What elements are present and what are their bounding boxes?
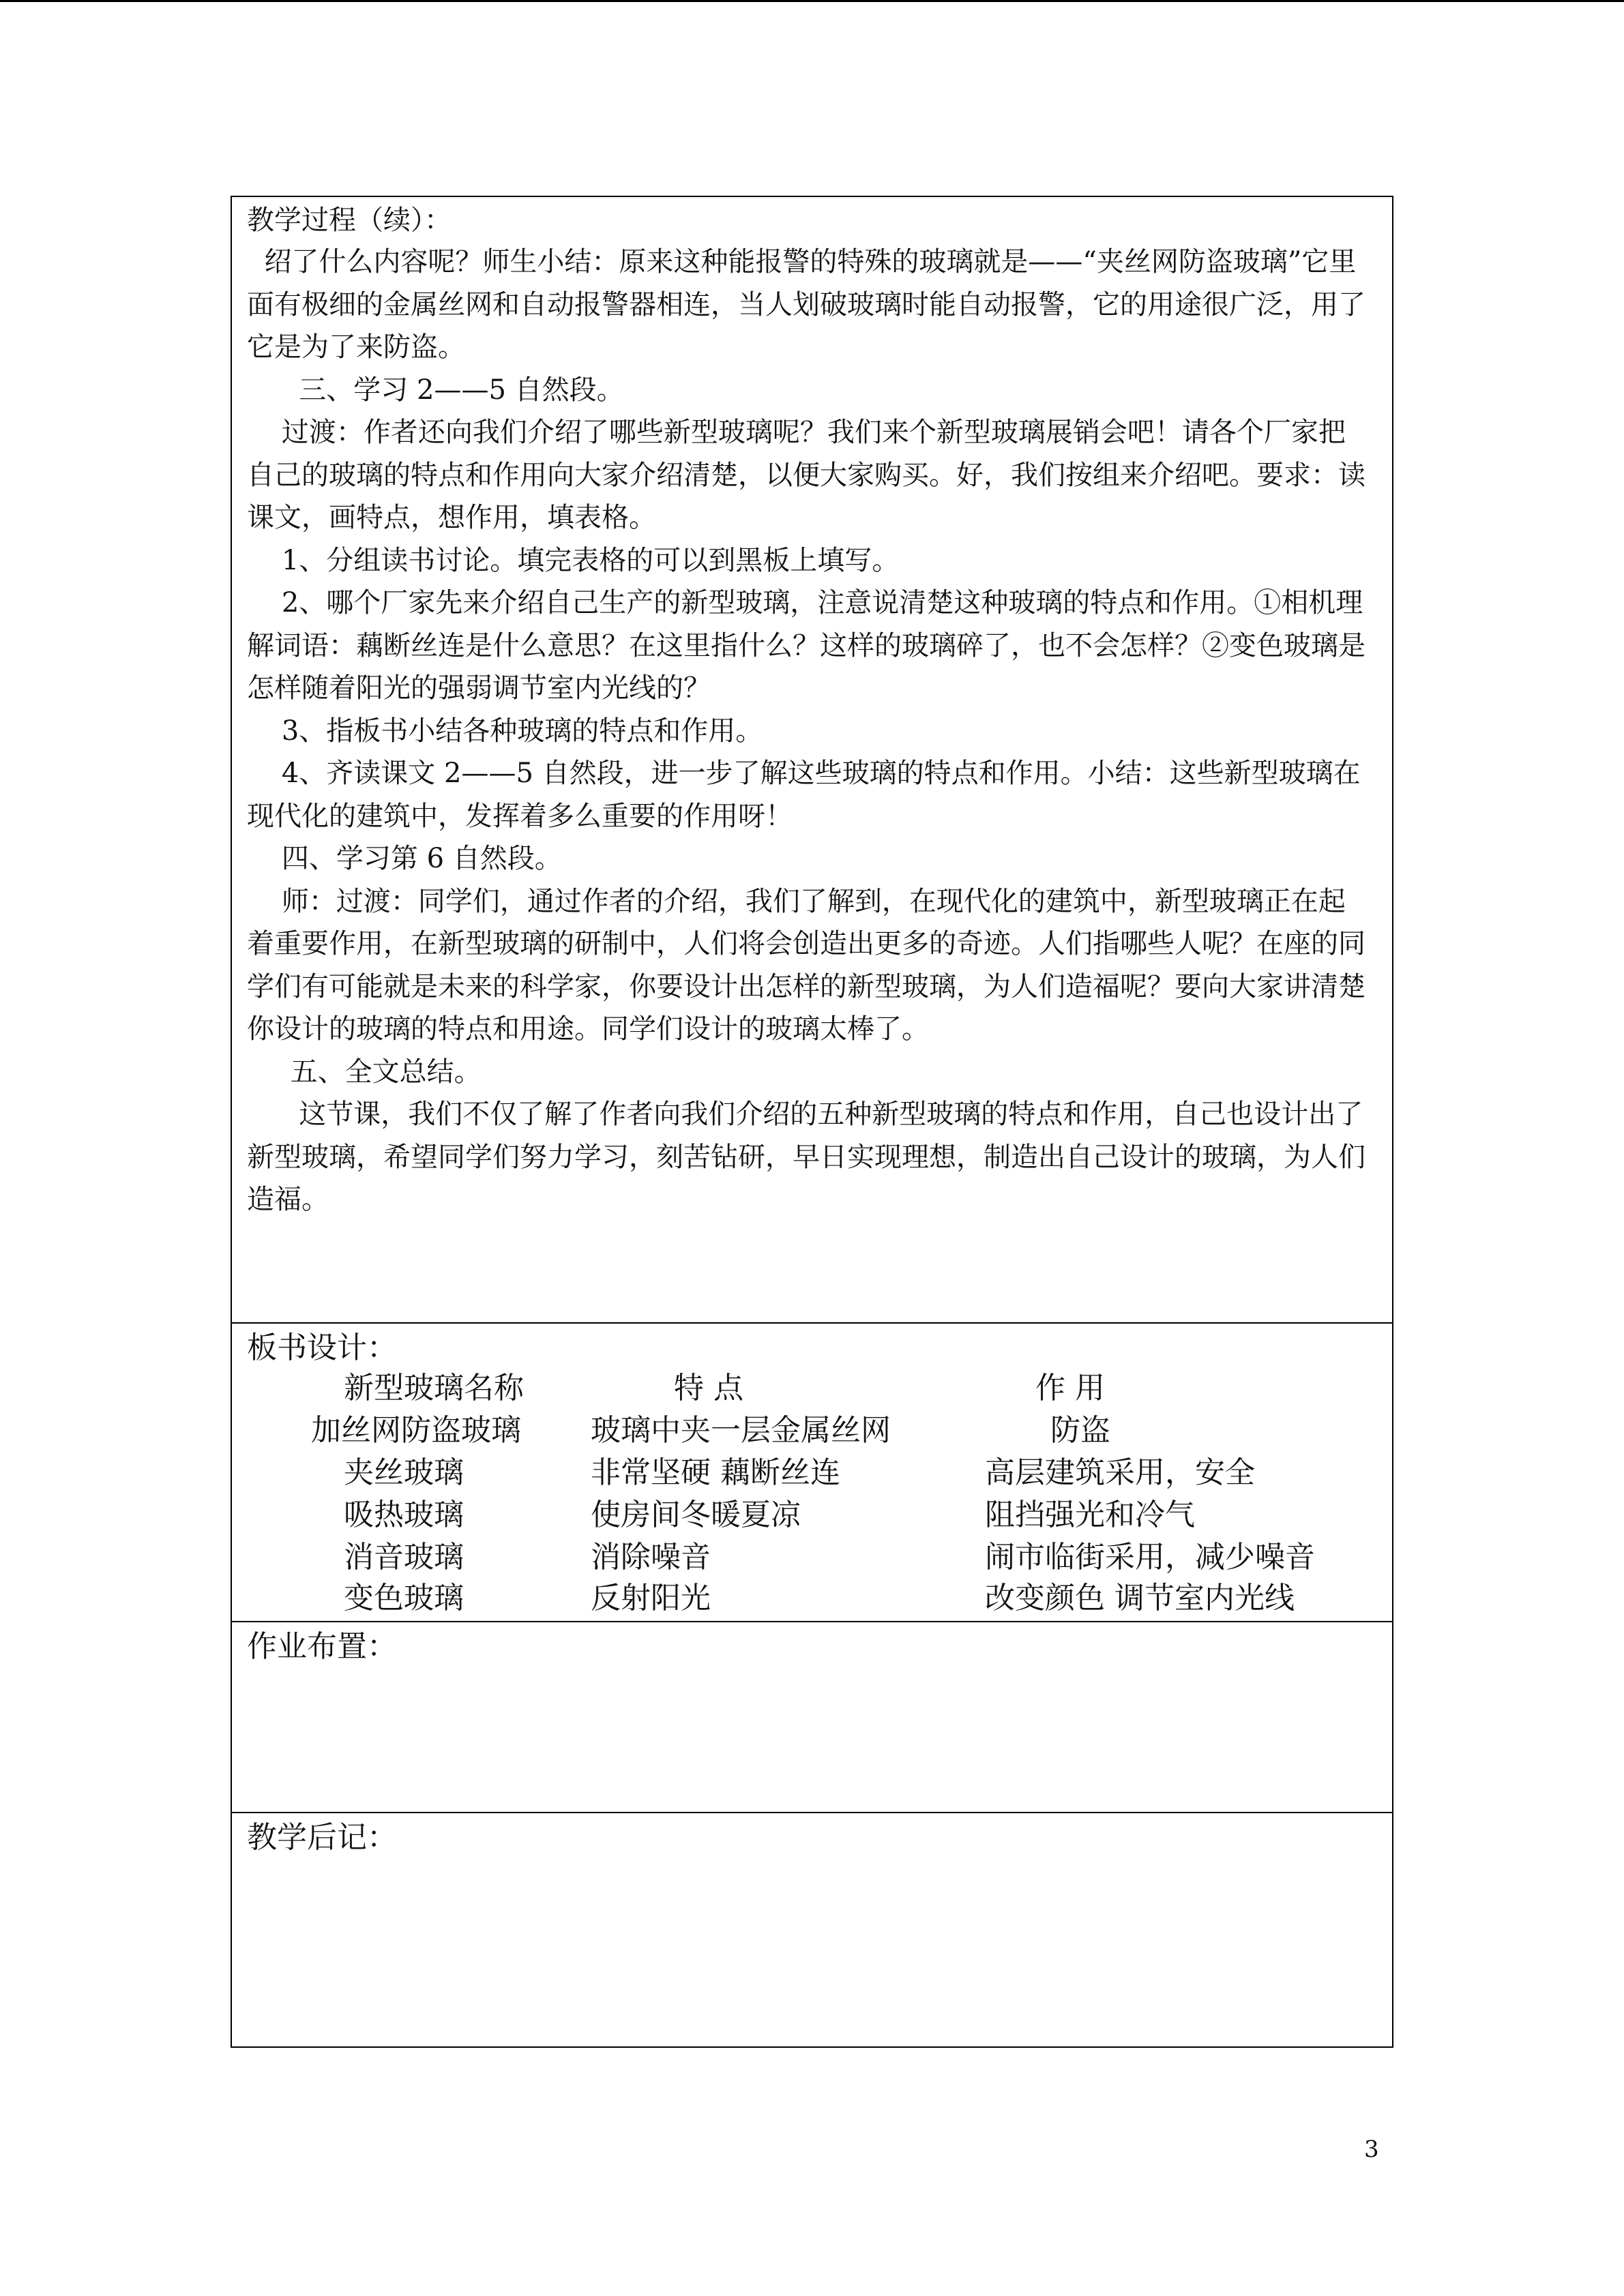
board-header-row (232, 1367, 1392, 1410)
page-number: 3 (1364, 2136, 1379, 2163)
board-glass-use: 闹市临街采用，减少噪音 (985, 1540, 1315, 1575)
process-paragraph: 1、分组读书讨论。填完表格的可以到黑板上填写。 (247, 544, 900, 576)
board-glass-name: 加丝网防盗玻璃 (311, 1413, 521, 1448)
board-glass-feature: 消除噪音 (591, 1540, 711, 1575)
board-glass-use: 防盗 (1050, 1413, 1110, 1448)
board-header-name: 新型玻璃名称 (344, 1371, 524, 1405)
page-top-border (0, 0, 1624, 2)
process-paragraph: 五、全文总结。 (247, 1056, 482, 1088)
homework-title: 作业布置： (247, 1629, 397, 1664)
teaching-process-section (232, 197, 1392, 1324)
board-header-feature: 特 点 (674, 1371, 743, 1405)
board-glass-feature: 玻璃中夹一层金属丝网 (591, 1413, 891, 1448)
board-row (232, 1536, 1392, 1579)
board-row (232, 1577, 1392, 1620)
board-design-title: 板书设计： (247, 1330, 397, 1365)
teaching-process-title: 教学过程（续）： (247, 205, 452, 236)
board-glass-name: 吸热玻璃 (344, 1497, 464, 1532)
board-row (232, 1410, 1392, 1452)
process-paragraph: 师：过渡：同学们，通过作者的介绍，我们了解到，在现代化的建筑中，新型玻璃正在起着重要作用，在新型玻璃的研制中，人们将会创造出更多的奇迹。人们指哪些人呢？在座的同学们有可能就是未来的科学家，你要设计出怎样的新型玻璃，为人们造福呢？要向大家讲清楚你设计的玻璃的特点和用途。同学们设计的玻璃太棒了。 (247, 885, 1365, 1045)
process-paragraph: 4、齐读课文 2——5 自然段，进一步了解这些玻璃的特点和作用。小结：这些新型玻璃在现代化的建筑中，发挥着多么重要的作用呀！ (247, 758, 1361, 832)
process-paragraph: 3、指板书小结各种玻璃的特点和作用。 (247, 715, 763, 747)
board-glass-feature: 使房间冬暖夏凉 (591, 1497, 801, 1532)
process-paragraph: 这节课，我们不仅了解了作者向我们介绍的五种新型玻璃的特点和作用，自己也设计出了新型玻璃，希望同学们努力学习，刻苦钻研，早日实现理想，制造出自己设计的玻璃，为人们造福。 (247, 1099, 1365, 1215)
board-row (232, 1494, 1392, 1536)
lesson-plan-table (231, 196, 1393, 2048)
process-paragraph: 四、学习第 6 自然段。 (247, 843, 562, 874)
board-design-section (232, 1324, 1392, 1622)
board-glass-use: 高层建筑采用，安全 (985, 1455, 1255, 1490)
board-glass-name: 变色玻璃 (344, 1581, 464, 1615)
board-glass-feature: 非常坚硬 藕断丝连 (591, 1455, 840, 1490)
process-paragraph: 2、哪个厂家先来介绍自己生产的新型玻璃，注意说清楚这种玻璃的特点和作用。①相机理解词语：藕断丝连是什么意思？在这里指什么？这样的玻璃碎了，也不会怎样？②变色玻璃是怎样随着阳光的强弱调节室内光线的？ (247, 587, 1365, 704)
board-glass-use: 阻挡强光和冷气 (985, 1497, 1195, 1532)
board-glass-use: 改变颜色 调节室内光线 (985, 1581, 1295, 1615)
board-header-use: 作 用 (1035, 1371, 1105, 1405)
board-glass-feature: 反射阳光 (591, 1581, 711, 1615)
board-row (232, 1452, 1392, 1494)
board-glass-name: 夹丝玻璃 (344, 1455, 464, 1490)
process-paragraph: 过渡：作者还向我们介绍了哪些新型玻璃呢？我们来个新型玻璃展销会吧！请各个厂家把自己的玻璃的特点和作用向大家介绍清楚，以便大家购买。好，我们按组来介绍吧。要求：读课文，画特点，想作用，填表格。 (247, 417, 1365, 533)
reflection-title: 教学后记： (247, 1820, 397, 1855)
teaching-process-body (247, 241, 1365, 1221)
board-glass-name: 消音玻璃 (344, 1540, 464, 1575)
process-paragraph: 三、学习 2——5 自然段。 (247, 374, 624, 406)
process-paragraph: 绍了什么内容呢？师生小结：原来这种能报警的特殊的玻璃就是——“夹丝网防盗玻璃”它里面有极细的金属丝网和自动报警器相连，当人划破玻璃时能自动报警，它的用途很广泛，用了它是为了来防盗。 (247, 246, 1365, 363)
homework-section (232, 1622, 1392, 1813)
reflection-section (232, 1813, 1392, 2046)
